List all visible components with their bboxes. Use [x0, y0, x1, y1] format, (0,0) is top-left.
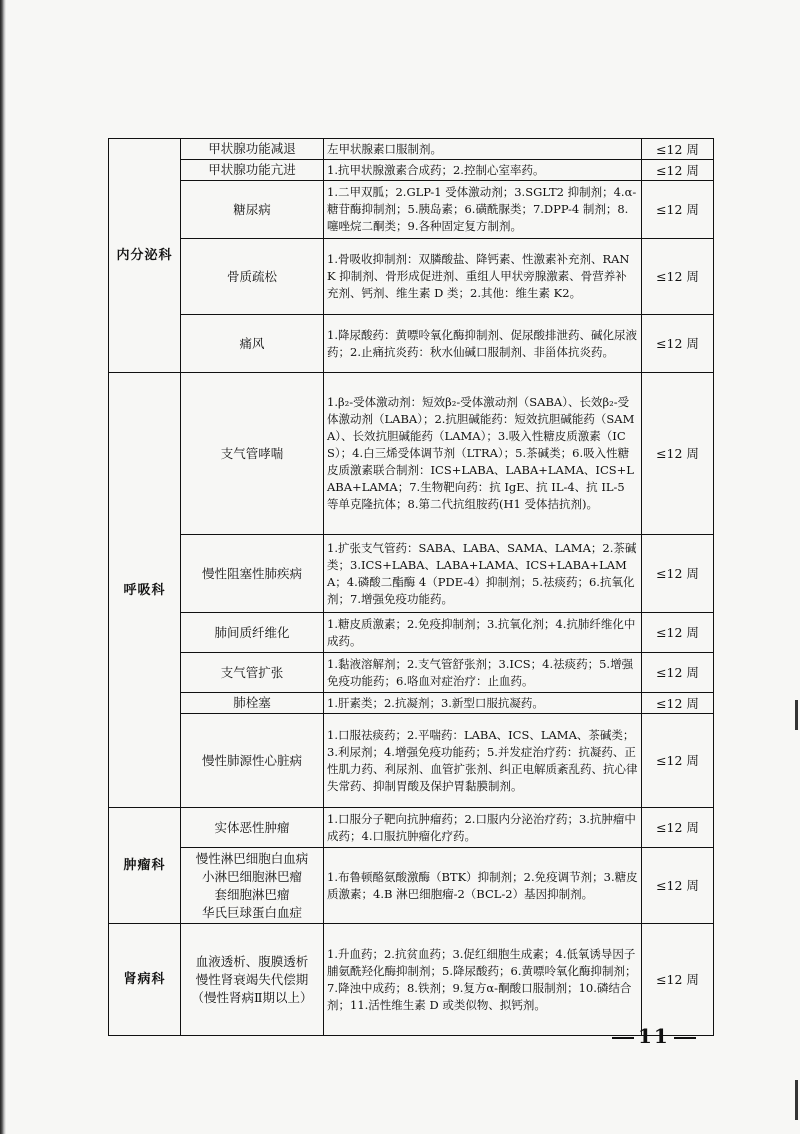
drug-cell: 1.肝素类；2.抗凝剂；3.新型口服抗凝药。: [324, 693, 642, 714]
table-row: [109, 373, 714, 535]
department-cell: 肿瘤科: [109, 808, 181, 924]
page-number-text: 11: [638, 1024, 670, 1048]
drug-cell: 1.降尿酸药：黄嘌呤氧化酶抑制剂、促尿酸排泄药、碱化尿液药；2.止痛抗炎药：秋水仙碱口服制剂、非甾体抗炎药。: [324, 315, 642, 373]
department-cell: 内分泌科: [109, 139, 181, 373]
drug-cell: 左甲状腺素口服制剂。: [324, 139, 642, 160]
drug-cell: 1.布鲁顿酪氨酸激酶（BTK）抑制剂；2.免疫调节剂；3.糖皮质激素；4.B 淋巴细胞瘤-2（BCL-2）基因抑制剂。: [324, 848, 642, 924]
drug-cell: 1.扩张支气管药：SABA、LABA、SAMA、LAMA；2.茶碱类；3.ICS+LABA、LABA+LAMA、ICS+LABA+LAMA；4.磷酸二酯酶 4（PDE-4）抑制剂；5.祛痰药；6.抗氧化剂；7.增强免疫功能药。: [324, 535, 642, 613]
period-cell: ≤12 周: [642, 373, 714, 535]
table-row: [109, 714, 714, 808]
table-row: [109, 653, 714, 693]
drug-cell: 1.骨吸收抑制剂：双膦酸盐、降钙素、性激素补充剂、RANK 抑制剂、骨形成促进剂、重组人甲状旁腺激素、骨营养补充剂、钙剂、维生素 D 类；2.其他：维生素 K2。: [324, 239, 642, 315]
table-row: [109, 239, 714, 315]
period-cell: ≤12 周: [642, 924, 714, 1036]
scan-edge: [0, 0, 6, 1134]
period-cell: ≤12 周: [642, 239, 714, 315]
table-row: [109, 315, 714, 373]
dash-decoration: [674, 1037, 696, 1039]
drug-cell: 1.二甲双胍；2.GLP-1 受体激动剂；3.SGLT2 抑制剂；4.α-糖苷酶抑制剂；5.胰岛素；6.磺酰脲类；7.DPP-4 制剂；8.噻唑烷二酮类；9.各种固定复方制剂。: [324, 181, 642, 239]
medication-table: [108, 138, 714, 1036]
disease-cell: 慢性淋巴细胞白血病 小淋巴细胞淋巴瘤 套细胞淋巴瘤 华氏巨球蛋白血症: [181, 848, 324, 924]
disease-cell: 实体恶性肿瘤: [181, 808, 324, 848]
disease-cell: 慢性阻塞性肺疾病: [181, 535, 324, 613]
disease-cell: 痛风: [181, 315, 324, 373]
drug-cell: 1.黏液溶解剂；2.支气管舒张剂；3.ICS；4.祛痰药；5.增强免疫功能药；6.咯血对症治疗：止血药。: [324, 653, 642, 693]
period-cell: ≤12 周: [642, 808, 714, 848]
dash-decoration: [612, 1037, 634, 1039]
table-row: [109, 693, 714, 714]
table-row: [109, 181, 714, 239]
period-cell: ≤12 周: [642, 714, 714, 808]
table-row: [109, 535, 714, 613]
disease-cell: 肺间质纤维化: [181, 613, 324, 653]
period-cell: ≤12 周: [642, 653, 714, 693]
department-cell: 呼吸科: [109, 373, 181, 808]
period-cell: ≤12 周: [642, 315, 714, 373]
table-row: [109, 139, 714, 160]
scan-mark: [795, 700, 798, 730]
drug-cell: 1.β₂-受体激动剂：短效β₂-受体激动剂（SABA）、长效β₂-受体激动剂（LABA）；2.抗胆碱能药：短效抗胆碱能药（SAMA）、长效抗胆碱能药（LAMA）；3.吸入性糖皮质激素（ICS）；4.白三烯受体调节剂（LTRA）；5.茶碱类；6.吸入性糖皮质激素联合制剂：ICS+LABA、LABA+LAMA、ICS+LABA+LAMA；7.生物靶向药：抗 IgE、抗 IL-4、抗 IL-5 等单克隆抗体；8.第二代抗组胺药(H1 受体拮抗剂)。: [324, 373, 642, 535]
table-row: [109, 613, 714, 653]
period-cell: ≤12 周: [642, 160, 714, 181]
drug-cell: 1.升血药；2.抗贫血药；3.促红细胞生成素；4.低氧诱导因子脯氨酰羟化酶抑制剂；5.降尿酸药；6.黄嘌呤氧化酶抑制剂；7.降浊中成药；8.铁剂；9.复方α-酮酸口服制剂；10.磷结合剂；11.活性维生素 D 或类似物、拟钙剂。: [324, 924, 642, 1036]
period-cell: ≤12 周: [642, 848, 714, 924]
table-row: [109, 160, 714, 181]
disease-cell: 甲状腺功能减退: [181, 139, 324, 160]
disease-cell: 甲状腺功能亢进: [181, 160, 324, 181]
table-row: [109, 848, 714, 924]
disease-cell: 慢性肺源性心脏病: [181, 714, 324, 808]
period-cell: ≤12 周: [642, 693, 714, 714]
disease-cell: 支气管哮喘: [181, 373, 324, 535]
drug-cell: 1.抗甲状腺激素合成药；2.控制心室率药。: [324, 160, 642, 181]
page-number: [608, 1024, 700, 1048]
drug-cell: 1.口服分子靶向抗肿瘤药；2.口服内分泌治疗药；3.抗肿瘤中成药；4.口服抗肿瘤化疗药。: [324, 808, 642, 848]
drug-cell: 1.口服祛痰药；2.平喘药：LABA、ICS、LAMA、茶碱类；3.利尿剂；4.增强免疫功能药；5.并发症治疗药：抗凝药、正性肌力药、利尿剂、血管扩张剂、纠正电解质紊乱药、抗心律失常药、抑制胃酸及保护胃黏膜制剂。: [324, 714, 642, 808]
scan-mark: [795, 1080, 798, 1120]
disease-cell: 支气管扩张: [181, 653, 324, 693]
period-cell: ≤12 周: [642, 139, 714, 160]
table-row: [109, 808, 714, 848]
disease-cell: 骨质疏松: [181, 239, 324, 315]
table-row: [109, 924, 714, 1036]
period-cell: ≤12 周: [642, 535, 714, 613]
period-cell: ≤12 周: [642, 613, 714, 653]
department-cell: 肾病科: [109, 924, 181, 1036]
period-cell: ≤12 周: [642, 181, 714, 239]
disease-cell: 血液透析、腹膜透析 慢性肾衰竭失代偿期 （慢性肾病Ⅱ期以上）: [181, 924, 324, 1036]
disease-cell: 糖尿病: [181, 181, 324, 239]
drug-cell: 1.糖皮质激素；2.免疫抑制剂；3.抗氧化剂；4.抗肺纤维化中成药。: [324, 613, 642, 653]
disease-cell: 肺栓塞: [181, 693, 324, 714]
